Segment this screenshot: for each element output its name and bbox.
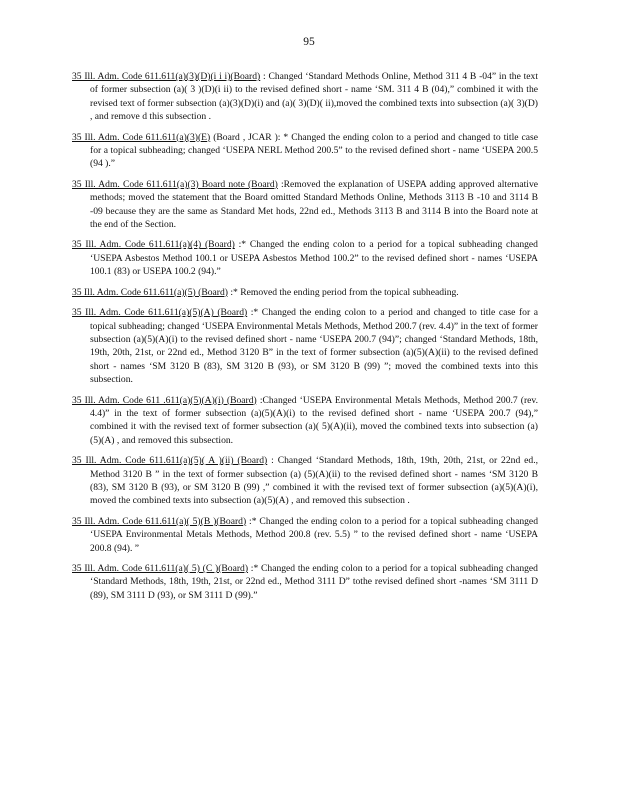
- note-entry: [72, 178, 538, 232]
- note-text: :* Changed the ending colon to a period for a topical subheading changed ‘USEPA Environmental Metals Methods, Method 200.8 (rev. 5.5) ” to the revised defined short - name ‘USEPA 200.8 (94). ”: [90, 515, 538, 554]
- note-entry: [72, 394, 538, 448]
- code-citation: 35 Ill. Adm. Code 611.611(a)(3) Board note (Board): [72, 178, 278, 190]
- page-number: 95: [303, 36, 315, 48]
- note-text: :Removed the explanation of USEPA adding approved alternative methods; moved the statement that the Board omitted Standard Methods Online, Methods 3113 B -10 and 3114 B -09 because they are the same as Standard Met hods, 22nd ed., Methods 3113 B and 3114 B into the Board note at the end of the Section.: [90, 178, 538, 231]
- note-entry: [72, 70, 538, 124]
- note-entry: [72, 238, 538, 278]
- code-citation: 35 Ill. Adm. Code 611.611(a)(3)(D)(i i i)(Board): [72, 71, 261, 82]
- note-text: :* Changed the ending colon to a period for a topical subheading changed ‘Standard Methods, 18th, 19th, 21st, or 22nd ed., Method 3111 D” tothe revised defined short -names ‘SM 3111 D (89), SM 3111 D (93), or SM 3111 D (99).”: [90, 563, 538, 601]
- note-text: :* Removed the ending period from the topical subheading.: [227, 286, 459, 298]
- code-citation: 35 Ill. Adm. Code 611.611(a)(5)(A) (Board): [72, 307, 248, 319]
- note-text: (Board , JCAR ): * Changed the ending colon to a period and changed to title case for a topical subheading; changed ‘USEPA NERL Method 200.5” to the revised defined short - name ‘USEPA 200.5 (94 ).”: [90, 131, 538, 170]
- code-citation: 35 Ill. Adm. Code 611.611(a)( 5) (C )(Board): [72, 563, 249, 574]
- note-entry: [72, 131, 538, 171]
- note-text: :Changed ‘USEPA Environmental Metals Methods, Method 200.7 (rev. 4.4)” in the text of former subsection (a)(5)(A)(i) to the revised defined short - name ‘USEPA 200.7 (94),” combined it with the revised text of former subsection (a)( 5)(A)(ii), moved the combined texts into subsection (a)(5)(A) , and removed this subsection.: [90, 394, 538, 446]
- code-citation: 35 Ill. Adm. Code 611.611(a)(5)( A )(ii) (Board): [72, 455, 268, 467]
- note-entry: [72, 515, 538, 555]
- code-citation: 35 Ill. Adm. Code 611.611(a)(4) (Board): [72, 239, 235, 251]
- note-entry: [72, 286, 538, 299]
- note-entry: [72, 454, 538, 508]
- code-citation: 35 Ill. Adm. Code 611.611(a)( 5)(B )(Board): [72, 515, 247, 527]
- note-text: : Changed ‘Standard Methods, 18th, 19th, 20th, 21st, or 22nd ed., Method 3120 B ” in the text of former subsection (a) (5)(A)(ii) to the revised defined short - names ‘SM 3120 B (83), SM 3120 B (93), or SM 3120 B (99) ,” combined it with the revised text of former subsection (a)(5)(A)(i), moved the combined texts into subsection (a)(5)(A) , and removed this subsection .: [90, 455, 538, 507]
- code-citation: 35 Ill. Adm. Code 611 .611(a)(5)(A)(i) (Board): [72, 394, 257, 406]
- code-citation: 35 Ill. Adm. Code 611.611(a)(3)(E): [72, 131, 211, 143]
- note-text: :* Changed the ending colon to a period and changed to title case for a topical subheading; changed ‘USEPA Environmental Metals Methods, Method 200.7 (rev. 4.4)” in the text of former subsection (a)(5)(A)(i) to the revised defined short - name ‘USEPA 200.7 (94)”; changed ‘Standard Methods, 18th, 19th, 20th, 21st, or 22nd ed., Method 3120 B” in the text of former subsection (a)(5)(A)(ii) to the revised defined short - names ‘SM 3120 B (83), SM 3120 B (93), or SM 3120 B (99) ”; moved the combined texts into this subsection.: [90, 307, 538, 386]
- code-citation: 35 Ill. Adm. Code 611.611(a)(5) (Board): [72, 286, 228, 298]
- amendment-notes: [72, 70, 538, 609]
- note-entry: [72, 562, 538, 602]
- note-text: :* Changed the ending colon to a period for a topical subheading changed ‘USEPA Asbestos Method 100.1 or USEPA Asbestos Method 100.2” to the revised defined short - names ‘USEPA 100.1 (83) or USEPA 100.2 (94).”: [90, 239, 538, 278]
- note-entry: [72, 306, 538, 386]
- note-text: : Changed ‘Standard Methods Online, Method 311 4 B -04” in the text of former subsection (a)( 3 )(D)(i ii) to the revised defined short - name ‘SM. 311 4 B (04),” combined it with the revised text of former subsection (a)(3)(D)(i) and (a)( 3)(D)( ii),moved the combined texts into subsection (a)( 3)(D) , and remove d this subsection .: [90, 71, 538, 123]
